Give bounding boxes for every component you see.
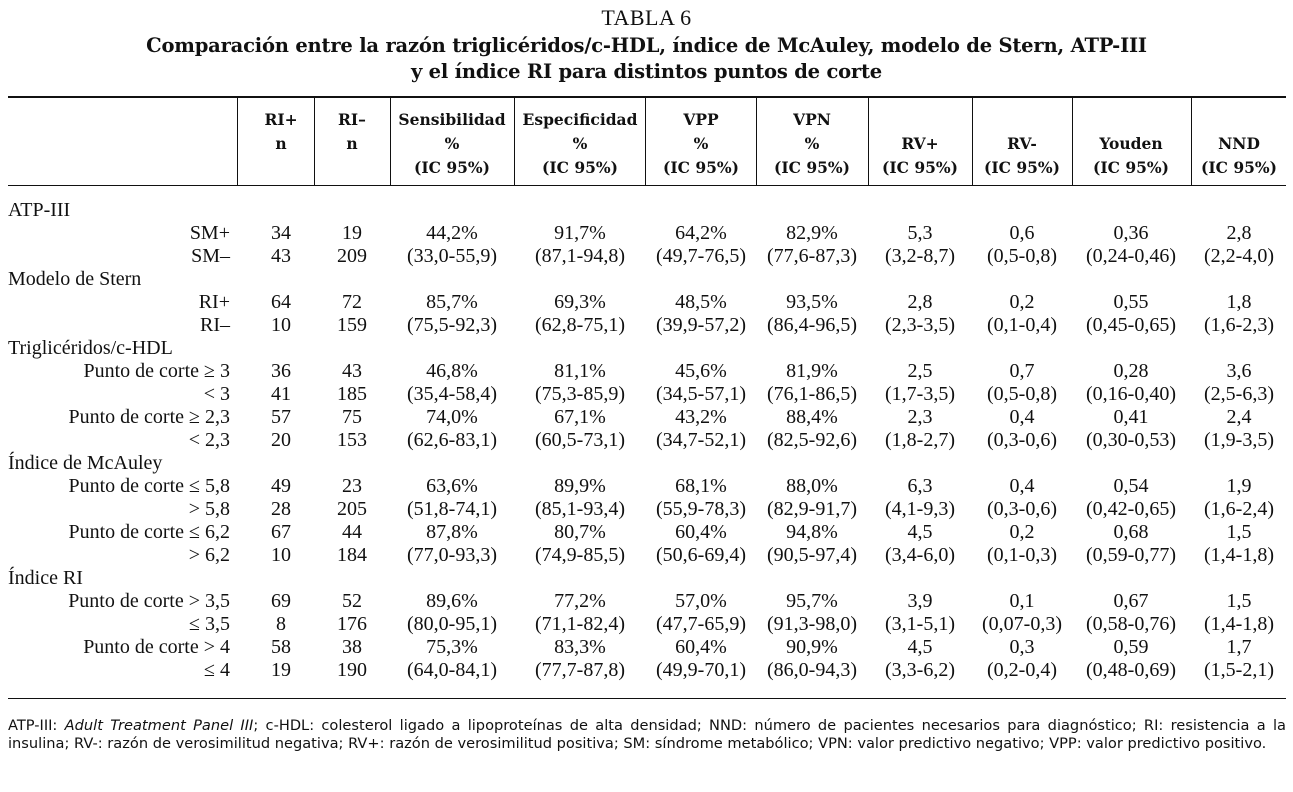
table-cell: 209 — [337, 245, 367, 267]
column-header-line: (IC 95%) — [774, 158, 850, 177]
table-cell: (50,6-69,4) — [656, 544, 746, 566]
column-header-line: (IC 95%) — [1093, 158, 1169, 177]
table-cell: 88,0% — [786, 475, 838, 497]
table-cell: (77,7-87,8) — [535, 659, 625, 681]
table-cell: 0,4 — [1009, 475, 1035, 497]
table-cell: (1,8-2,7) — [885, 429, 955, 451]
table-row — [0, 590, 1293, 613]
table-cell: (75,5-92,3) — [407, 314, 497, 336]
table-row — [0, 429, 1293, 452]
table-cell: (0,5-0,8) — [987, 383, 1057, 405]
table-cell: (0,24-0,46) — [1086, 245, 1176, 267]
table-cell: (1,5-2,1) — [1204, 659, 1274, 681]
table-cell: (0,59-0,77) — [1086, 544, 1176, 566]
table-cell: (1,7-3,5) — [885, 383, 955, 405]
table-cell: 184 — [337, 544, 367, 566]
table-cell: 34 — [271, 222, 291, 244]
table-cell: 2,5 — [907, 360, 933, 382]
table-cell: 75 — [342, 406, 362, 428]
table-cell: 3,6 — [1226, 360, 1252, 382]
column-header-line — [870, 108, 970, 132]
table-cell: 44 — [342, 521, 362, 543]
table-cell: 3,9 — [907, 590, 933, 612]
table-cell: (35,4-58,4) — [407, 383, 497, 405]
row-label: Punto de corte ≥ 2,3 — [68, 406, 230, 428]
table-cell: 5,3 — [907, 222, 933, 244]
table-cell: 8 — [276, 613, 286, 635]
table-cell: (1,9-3,5) — [1204, 429, 1274, 451]
table-cell: 0,54 — [1113, 475, 1149, 497]
table-cell: (0,1-0,4) — [987, 314, 1057, 336]
group-label: Triglicéridos/c-HDL — [8, 337, 173, 359]
table-cell: 0,4 — [1009, 406, 1035, 428]
table-cell: (1,4-1,8) — [1204, 544, 1274, 566]
table-cell: (62,8-75,1) — [535, 314, 625, 336]
table-cell: 43 — [271, 245, 291, 267]
table-cell: (0,58-0,76) — [1086, 613, 1176, 635]
table-cell: 81,9% — [786, 360, 838, 382]
row-label: ≤ 3,5 — [189, 613, 230, 635]
table-cell: 1,5 — [1226, 590, 1252, 612]
table-cell: 95,7% — [786, 590, 838, 612]
table-cell: (51,8-74,1) — [407, 498, 497, 520]
table-cell: 0,67 — [1113, 590, 1149, 612]
column-header-line: (IC 95%) — [663, 158, 739, 177]
table-cell: 0,3 — [1009, 636, 1035, 658]
column-header-line: % — [572, 134, 588, 153]
table-cell: 57,0% — [675, 590, 727, 612]
table-cell: 2,4 — [1226, 406, 1252, 428]
column-header-line: VPN — [793, 110, 831, 129]
column-header-line: (IC 95%) — [984, 158, 1060, 177]
table-cell: (85,1-93,4) — [535, 498, 625, 520]
table-number: TABLA 6 — [601, 5, 692, 30]
table-cell: (0,2-0,4) — [987, 659, 1057, 681]
table-title-line-2: y el índice RI para distintos puntos de corte — [410, 60, 883, 83]
table-cell: (47,7-65,9) — [656, 613, 746, 635]
table-cell: (0,16-0,40) — [1086, 383, 1176, 405]
table-cell: (0,1-0,3) — [987, 544, 1057, 566]
table-cell: 60,4% — [675, 521, 727, 543]
table-cell: (34,7-52,1) — [656, 429, 746, 451]
column-header — [246, 108, 316, 180]
table-cell: (2,2-4,0) — [1204, 245, 1274, 267]
group-label: ATP-III — [8, 199, 71, 221]
table-cell: 72 — [342, 291, 362, 313]
column-header-line: (IC 95%) — [414, 158, 490, 177]
table-row — [0, 659, 1293, 682]
table-cell: 20 — [271, 429, 291, 451]
table-cell: 75,3% — [426, 636, 478, 658]
table-row — [0, 475, 1293, 498]
table-cell: 89,9% — [554, 475, 606, 497]
column-header — [972, 108, 1072, 180]
column-header-line: % — [804, 134, 820, 153]
header-column-divider — [237, 97, 238, 186]
header-column-divider — [514, 97, 515, 186]
column-header-line: RV+ — [901, 134, 939, 153]
group-row — [0, 199, 1293, 222]
footnote-italic: Adult Treatment Panel III — [64, 717, 254, 734]
group-label: Índice de McAuley — [8, 452, 163, 474]
table-cell: 60,4% — [675, 636, 727, 658]
table-cell: (1,6-2,3) — [1204, 314, 1274, 336]
row-label: RI+ — [198, 291, 230, 313]
row-label: > 5,8 — [188, 498, 230, 520]
table-cell: (0,42-0,65) — [1086, 498, 1176, 520]
table-cell: 83,3% — [554, 636, 606, 658]
table-cell: 23 — [342, 475, 362, 497]
table-cell: 0,6 — [1009, 222, 1035, 244]
table-row — [0, 383, 1293, 406]
column-header-line — [246, 156, 316, 180]
table-cell: 1,7 — [1226, 636, 1252, 658]
table-cell: (0,48-0,69) — [1086, 659, 1176, 681]
header-column-divider — [1191, 97, 1192, 186]
table-cell: 41 — [271, 383, 291, 405]
table-row — [0, 314, 1293, 337]
table-cell: (77,0-93,3) — [407, 544, 497, 566]
table-cell: 69,3% — [554, 291, 606, 313]
table-row — [0, 544, 1293, 567]
table-cell: 2,8 — [1226, 222, 1252, 244]
table-cell: (34,5-57,1) — [656, 383, 746, 405]
header-column-divider — [868, 97, 869, 186]
table-cell: 88,4% — [786, 406, 838, 428]
column-header-line: RI+ — [264, 110, 298, 129]
table-cell: (75,3-85,9) — [535, 383, 625, 405]
table-cell: (4,1-9,3) — [885, 498, 955, 520]
column-header-line: % — [444, 134, 460, 153]
table-cell: (82,9-91,7) — [767, 498, 857, 520]
table-cell: 159 — [337, 314, 367, 336]
table-cell: 43,2% — [675, 406, 727, 428]
table-cell: 85,7% — [426, 291, 478, 313]
table-cell: (87,1-94,8) — [535, 245, 625, 267]
column-header — [317, 108, 387, 180]
table-cell: 43 — [342, 360, 362, 382]
table-cell: 36 — [271, 360, 291, 382]
table-cell: 19 — [342, 222, 362, 244]
table-cell: 80,7% — [554, 521, 606, 543]
column-header — [516, 108, 644, 180]
group-label: Modelo de Stern — [8, 268, 142, 290]
table-cell: (0,07-0,3) — [982, 613, 1062, 635]
table-cell: 68,1% — [675, 475, 727, 497]
column-header-line: (IC 95%) — [542, 158, 618, 177]
table-row — [0, 222, 1293, 245]
row-label: RI– — [200, 314, 230, 336]
table-cell: (3,4-6,0) — [885, 544, 955, 566]
table-cell: 0,1 — [1009, 590, 1035, 612]
row-label: SM+ — [189, 222, 230, 244]
table-cell: (62,6-83,1) — [407, 429, 497, 451]
table-cell: 176 — [337, 613, 367, 635]
table-cell: 63,6% — [426, 475, 478, 497]
table-cell: 4,5 — [907, 636, 933, 658]
table-cell: (91,3-98,0) — [767, 613, 857, 635]
table-cell: (55,9-78,3) — [656, 498, 746, 520]
table-top-rule — [8, 96, 1286, 98]
table-row — [0, 636, 1293, 659]
table-cell: (74,9-85,5) — [535, 544, 625, 566]
column-header-line: RI– — [338, 110, 366, 129]
table-cell: 2,3 — [907, 406, 933, 428]
row-label: Punto de corte ≤ 6,2 — [68, 521, 230, 543]
column-header-line: Sensibilidad — [398, 110, 506, 129]
table-cell: 52 — [342, 590, 362, 612]
table-cell: 49 — [271, 475, 291, 497]
table-cell: (0,3-0,6) — [987, 429, 1057, 451]
table-cell: 69 — [271, 590, 291, 612]
table-row — [0, 521, 1293, 544]
column-header-line: VPP — [683, 110, 719, 129]
table-cell: 0,59 — [1113, 636, 1149, 658]
table-cell: 153 — [337, 429, 367, 451]
table-cell: (3,3-6,2) — [885, 659, 955, 681]
column-header — [391, 108, 513, 180]
table-cell: 77,2% — [554, 590, 606, 612]
table-cell: (76,1-86,5) — [767, 383, 857, 405]
table-cell: 185 — [337, 383, 367, 405]
table-cell: 94,8% — [786, 521, 838, 543]
column-header-line: NND — [1218, 134, 1260, 153]
column-header-line: n — [275, 134, 287, 153]
table-cell: (2,3-3,5) — [885, 314, 955, 336]
table-cell: (60,5-73,1) — [535, 429, 625, 451]
column-header-line — [1197, 108, 1281, 132]
table-cell: (1,6-2,4) — [1204, 498, 1274, 520]
table-cell: 81,1% — [554, 360, 606, 382]
table-cell: (0,5-0,8) — [987, 245, 1057, 267]
table-row — [0, 245, 1293, 268]
table-title-line-1: Comparación entre la razón triglicéridos/c-HDL, índice de McAuley, modelo de Stern, ATP-III — [146, 34, 1147, 57]
header-bottom-rule — [8, 185, 1286, 186]
table-cell: (71,1-82,4) — [535, 613, 625, 635]
row-label: ≤ 4 — [204, 659, 230, 681]
group-label: Índice RI — [8, 567, 83, 589]
table-cell: 64,2% — [675, 222, 727, 244]
table-cell: 87,8% — [426, 521, 478, 543]
table-row — [0, 360, 1293, 383]
row-label: SM– — [191, 245, 230, 267]
row-label: Punto de corte ≤ 5,8 — [68, 475, 230, 497]
table-row — [0, 613, 1293, 636]
row-label: Punto de corte > 3,5 — [68, 590, 230, 612]
table-cell: (49,7-76,5) — [656, 245, 746, 267]
column-header-line: Youden — [1099, 134, 1163, 153]
table-cell: 93,5% — [786, 291, 838, 313]
table-cell: 91,7% — [554, 222, 606, 244]
table-row — [0, 291, 1293, 314]
column-header — [646, 108, 756, 180]
table-cell: 0,41 — [1113, 406, 1149, 428]
table-cell: (33,0-55,9) — [407, 245, 497, 267]
column-header — [870, 108, 970, 180]
column-header-line: n — [346, 134, 358, 153]
table-bottom-rule — [8, 698, 1286, 699]
row-label: < 2,3 — [188, 429, 230, 451]
table-cell: 205 — [337, 498, 367, 520]
table-cell: (0,3-0,6) — [987, 498, 1057, 520]
table-cell: 4,5 — [907, 521, 933, 543]
column-header — [757, 108, 867, 180]
group-row — [0, 337, 1293, 360]
column-header-line — [972, 108, 1072, 132]
table-cell: (39,9-57,2) — [656, 314, 746, 336]
table-cell: (3,1-5,1) — [885, 613, 955, 635]
group-row — [0, 567, 1293, 590]
table-cell: 10 — [271, 544, 291, 566]
table-cell: 67 — [271, 521, 291, 543]
column-header-line — [1072, 108, 1190, 132]
table-cell: (86,0-94,3) — [767, 659, 857, 681]
table-cell: 10 — [271, 314, 291, 336]
table-cell: 74,0% — [426, 406, 478, 428]
column-header-line: (IC 95%) — [1201, 158, 1277, 177]
table-cell: 0,28 — [1113, 360, 1149, 382]
table-cell: 1,5 — [1226, 521, 1252, 543]
row-label: Punto de corte ≥ 3 — [83, 360, 230, 382]
table-cell: 28 — [271, 498, 291, 520]
table-cell: 82,9% — [786, 222, 838, 244]
table-cell: 0,36 — [1113, 222, 1149, 244]
table-cell: 58 — [271, 636, 291, 658]
table-cell: 90,9% — [786, 636, 838, 658]
table-cell: (1,4-1,8) — [1204, 613, 1274, 635]
table-cell: 190 — [337, 659, 367, 681]
table-cell: (64,0-84,1) — [407, 659, 497, 681]
table-cell: (2,5-6,3) — [1204, 383, 1274, 405]
table-cell: 89,6% — [426, 590, 478, 612]
table-cell: 2,8 — [907, 291, 933, 313]
table-cell: 0,7 — [1009, 360, 1035, 382]
column-header — [1197, 108, 1281, 180]
row-label: Punto de corte > 4 — [83, 636, 230, 658]
table-cell: 0,2 — [1009, 291, 1035, 313]
table-cell: 0,2 — [1009, 521, 1035, 543]
table-cell: 67,1% — [554, 406, 606, 428]
column-header — [1072, 108, 1190, 180]
table-cell: (77,6-87,3) — [767, 245, 857, 267]
table-cell: (82,5-92,6) — [767, 429, 857, 451]
table-cell: (3,2-8,7) — [885, 245, 955, 267]
table-row — [0, 406, 1293, 429]
group-row — [0, 268, 1293, 291]
column-header-line — [317, 156, 387, 180]
table-cell: 64 — [271, 291, 291, 313]
table-cell: 19 — [271, 659, 291, 681]
table-cell: 46,8% — [426, 360, 478, 382]
table-cell: (0,45-0,65) — [1086, 314, 1176, 336]
table-row — [0, 498, 1293, 521]
table-cell: 48,5% — [675, 291, 727, 313]
table-cell: 38 — [342, 636, 362, 658]
table-cell: 45,6% — [675, 360, 727, 382]
table-cell: 6,3 — [907, 475, 933, 497]
group-row — [0, 452, 1293, 475]
column-header-line: Especificidad — [522, 110, 638, 129]
table-cell: 44,2% — [426, 222, 478, 244]
table-cell: 1,8 — [1226, 291, 1252, 313]
table-footnote: ATP-III: Adult Treatment Panel III; c-HDL: colesterol ligado a lipoproteínas de alta densidad; NND: número de pacientes necesarios para diagnóstico; RI: resistencia a la insulina; RV-: razón de verosimilitud negativa; RV+: razón de verosimilitud positiva; SM: síndrome metabólico; VPN: valor predictivo negativo; VPP: valor predictivo positivo. — [8, 717, 1287, 752]
table-cell: 0,55 — [1113, 291, 1149, 313]
table-cell: (49,9-70,1) — [656, 659, 746, 681]
table-cell: (80,0-95,1) — [407, 613, 497, 635]
table-cell: 0,68 — [1113, 521, 1149, 543]
table-cell: (0,30-0,53) — [1086, 429, 1176, 451]
table-cell: 57 — [271, 406, 291, 428]
table-cell: 1,9 — [1226, 475, 1252, 497]
column-header-line: % — [693, 134, 709, 153]
table-cell: (90,5-97,4) — [767, 544, 857, 566]
table-cell: (86,4-96,5) — [767, 314, 857, 336]
row-label: < 3 — [203, 383, 230, 405]
column-header-line: RV- — [1007, 134, 1037, 153]
row-label: > 6,2 — [188, 544, 230, 566]
column-header-line: (IC 95%) — [882, 158, 958, 177]
